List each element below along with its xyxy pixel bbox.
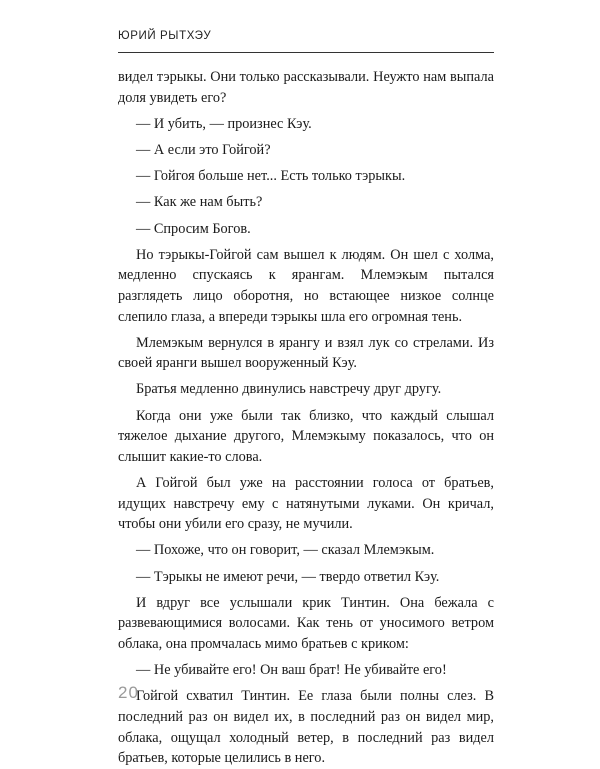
paragraph: — А если это Гойгой? [136, 141, 271, 158]
paragraph: видел тэрыкы. Они только рассказывали. Неужто нам выпала доля увидеть его? [118, 69, 494, 106]
paragraph: — Гойгоя больше нет... Есть только тэрыкы. [136, 168, 406, 185]
paragraph: Млемэкым вернулся в ярангу и взял лук со стрелами. Из своей яранги вышел вооруженный Кэу. [118, 334, 494, 372]
paragraph: — И убить, — произнес Кэу. [136, 115, 312, 132]
running-head-author: ЮРИЙ РЫТХЭУ [118, 30, 212, 42]
body-text [118, 67, 494, 769]
paragraph: Но тэрыкы-Гойгой сам вышел к людям. Он шел с холма, медленно спускаясь к ярангам. Млемэкым пытался разглядеть лицо оборотня, но встающее низкое солнце слепило глаза, а впереди тэрыкы шла его огромная тень. [118, 246, 494, 325]
header-rule [118, 52, 494, 53]
paragraph: — Не убивайте его! Он ваш брат! Не убивайте его! [136, 662, 447, 679]
paragraph: — Как же нам быть? [136, 194, 263, 211]
paragraph: И вдруг все услышали крик Тинтин. Она бежала с развевающимися волосами. Как тень от уносимого ветром облака, она промчалась мимо братьев с криком: [118, 594, 494, 652]
paragraph: — Похоже, что он говорит, — сказал Млемэкым. [136, 542, 435, 559]
paragraph: — Тэрыкы не имеют речи, — твердо ответил Кэу. [136, 568, 440, 585]
paragraph: — Спросим Богов. [136, 220, 251, 237]
page-number: 20 [118, 683, 139, 702]
paragraph: Братья медленно двинулись навстречу друг другу. [136, 381, 442, 398]
paragraph: Когда они уже были так близко, что каждый слышал тяжелое дыхание другого, Млемэкыму показалось, что он слышит какие-то слова. [118, 407, 494, 465]
paragraph: Гойгой схватил Тинтин. Ее глаза были полны слез. В последний раз он видел их, в последний раз он видел мир, облака, ощущал холодный ветер, в последний раз видел братьев, которые целились в него. [118, 688, 494, 767]
paragraph: А Гойгой был уже на расстоянии голоса от братьев, идущих навстречу ему с натянутыми луками. Он кричал, чтобы они убили его сразу, не мучили. [118, 475, 494, 533]
